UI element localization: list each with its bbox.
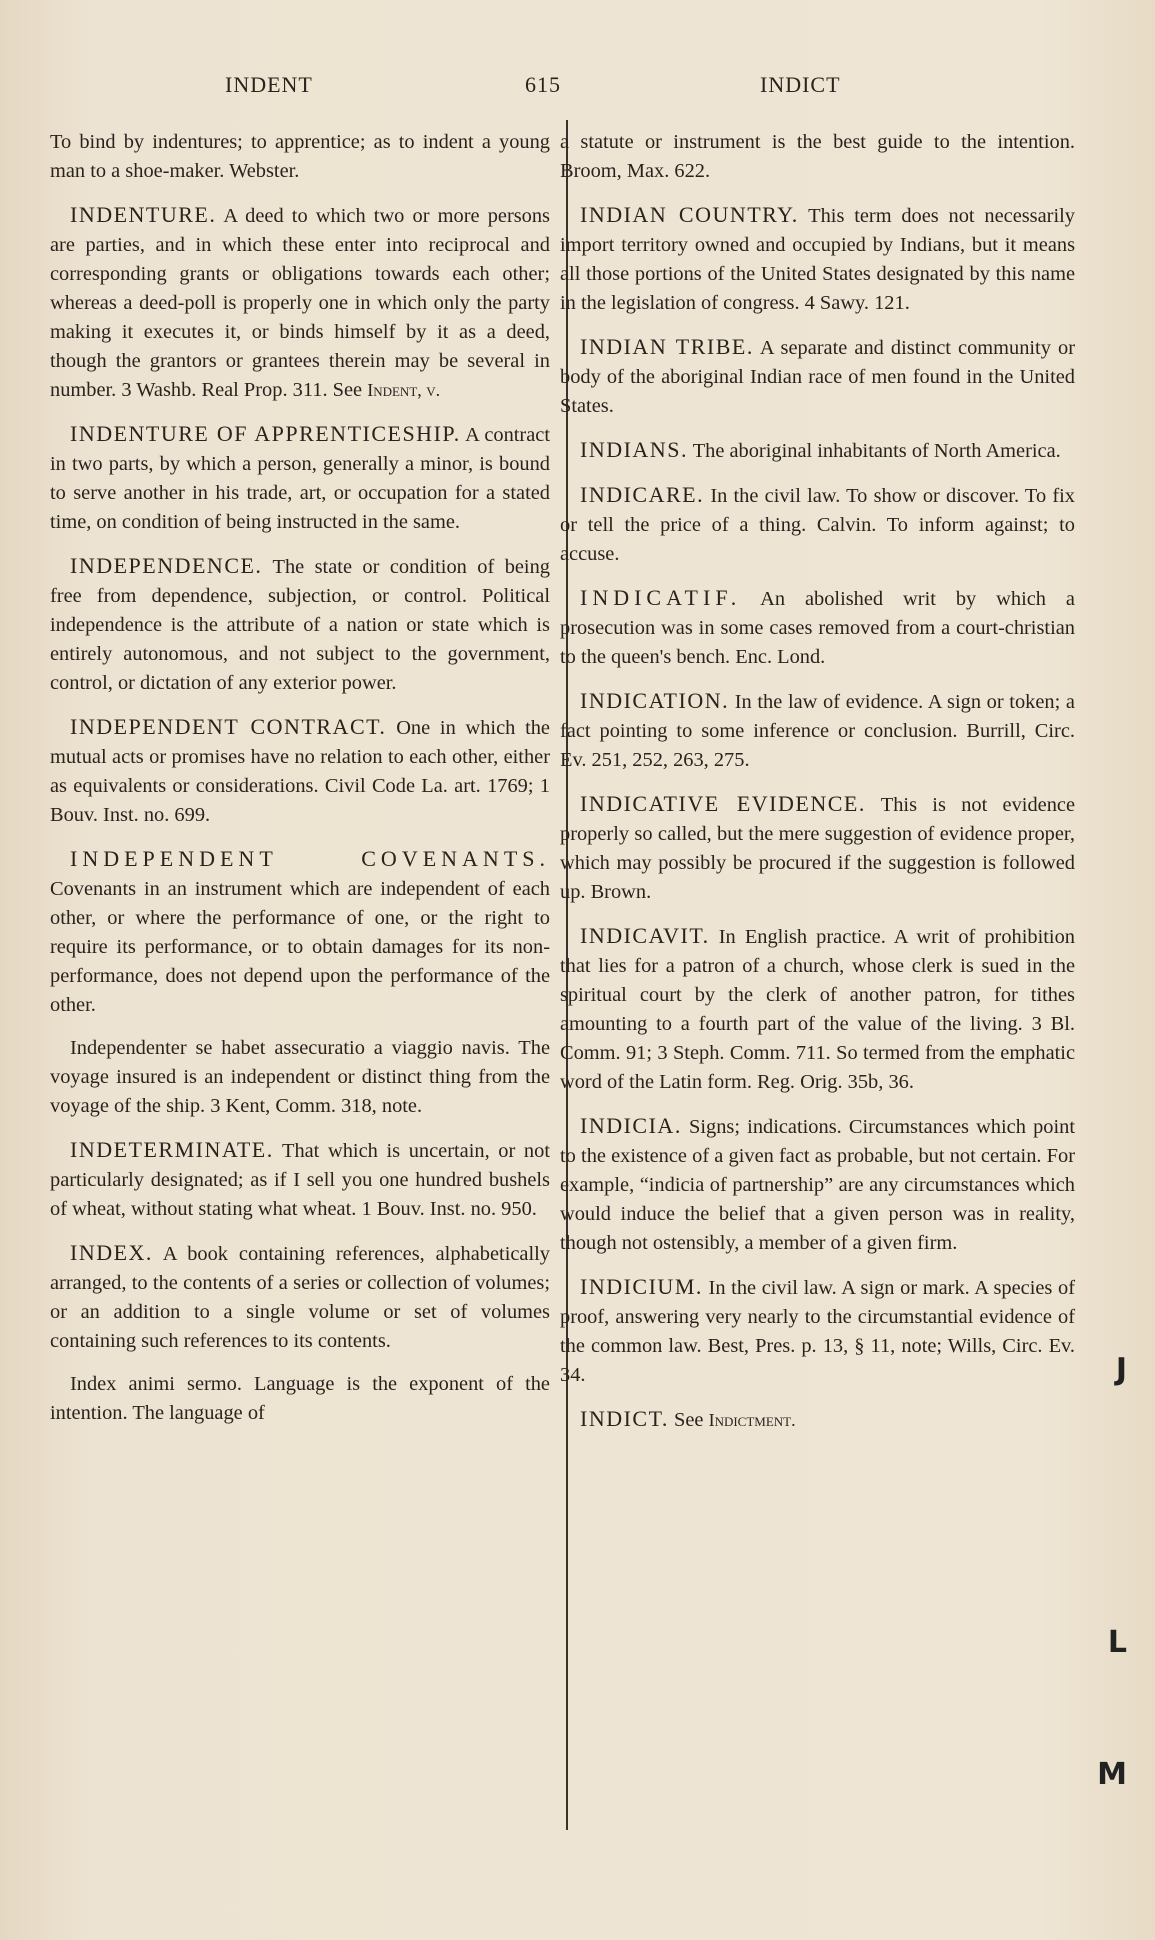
- right-guide-word: INDICT: [760, 72, 841, 97]
- entry-indenture: [50, 200, 550, 405]
- entry-indicium: [560, 1272, 1075, 1390]
- entry-indian-country: [560, 200, 1075, 318]
- entry-term: INDICATIVE EVIDENCE.: [580, 791, 866, 816]
- entry-text: This term does not necessarily import territory owned and occupied by Indians, but it means all those portions of the United States designated by this name in the legislation of congress. 4 Sawy. 121.: [560, 205, 1075, 314]
- entry-term: INDIAN COUNTRY.: [580, 202, 799, 227]
- left-column: [50, 128, 550, 1442]
- entry-term: INDIANS.: [580, 437, 688, 462]
- right-column: [560, 128, 1075, 1449]
- entry-term: INDENTURE.: [70, 202, 217, 227]
- entry-term: INDICAVIT.: [580, 923, 710, 948]
- entry-text: See: [674, 1409, 709, 1431]
- page-header: [0, 72, 1155, 108]
- entry-term: INDEPENDENT CONTRACT.: [70, 714, 387, 739]
- entry-term: INDICIA.: [580, 1113, 682, 1138]
- entry-term: INDIAN TRIBE.: [580, 334, 754, 359]
- entry-text: An abolished writ by which a prosecution was in some cases removed from a court-christian to the queen's bench. Enc. Lond.: [560, 588, 1075, 668]
- cross-reference: Indictment.: [708, 1410, 796, 1430]
- entry-indicatif: [560, 583, 1075, 672]
- entry-term: INDICATIF.: [580, 585, 742, 610]
- entry-text: A book containing references, alphabetically arranged, to the contents of a series or collection of volumes; or an addition to a single volume or set of volumes containing such references to its contents.: [50, 1243, 550, 1352]
- entry-text: This is not evidence properly so called, but the mere suggestion of evidence proper, which may possibly be procured if the suggestion is followed up. Brown.: [560, 794, 1076, 903]
- cross-reference: Indent, v.: [367, 380, 441, 400]
- entry-indicare: [560, 480, 1075, 569]
- entry-independence: [50, 551, 550, 698]
- entry-indicavit: [560, 921, 1075, 1097]
- entry-term: INDEPENDENT COVENANTS.: [70, 846, 550, 871]
- entry-text: One in which the mutual acts or promises have no relation to each other, either as equivalents or considerations. Civil Code La. art. 1769; 1 Bouv. Inst. no. 699.: [50, 717, 550, 826]
- entry-text: In the civil law. To show or discover. To fix or tell the price of a thing. Calvin. To inform against; to accuse.: [560, 485, 1075, 565]
- entry-text: In English practice. A writ of prohibition that lies for a patron of a church, whose clerk is sued in the spiritual court by the clerk of another patron, for tithes amounting to a fourth part of the value of the living. 3 Bl. Comm. 91; 3 Steph. Comm. 711. So termed from the emphatic word of the Latin form. Reg. Orig. 35b, 36.: [560, 926, 1075, 1093]
- entry-indication: [560, 686, 1075, 775]
- entry-index-animi-continuation: a statute or instrument is the best guide to the intention. Broom, Max. 622.: [560, 131, 1075, 182]
- entry-index: [50, 1238, 550, 1356]
- entry-text: A deed to which two or more persons are parties, and in which these enter into reciprocal and corresponding grants or obligations towards each other; whereas a deed-poll is properly one in which only the party making it executes it, or binds himself by it as a deed, though the grantors or grantees therein may be several in number. 3 Washb. Real Prop. 311. See: [50, 205, 550, 401]
- entry-term: INDICT.: [580, 1406, 669, 1431]
- entry-term: INDICIUM.: [580, 1274, 703, 1299]
- entry-term: INDICARE.: [580, 482, 705, 507]
- thumb-tab-j: J: [1115, 1352, 1127, 1387]
- entry-term: INDENTURE OF APPRENTICESHIP.: [70, 421, 461, 446]
- thumb-tab-l: L: [1107, 1625, 1127, 1660]
- entry-indent-continuation: To bind by indentures; to apprentice; as to indent a young man to a shoe-maker. Webster.: [50, 131, 550, 182]
- entry-text: Index animi sermo. Language is the exponent of the intention. The language of: [50, 1373, 550, 1424]
- entry-indicia: [560, 1111, 1075, 1258]
- entry-term: INDETERMINATE.: [70, 1137, 274, 1162]
- entry-indians: [560, 435, 1075, 466]
- entry-text: That which is uncertain, or not particularly designated; as if I sell you one hundred bushels of wheat, without stating what wheat. 1 Bouv. Inst. no. 950.: [50, 1140, 550, 1220]
- entry-text: Signs; indications. Circumstances which point to the existence of a given fact as probable, but not certain. For example, “indicia of partnership” are any circumstances which would induce the belief that a given person was in reality, though not ostensibly, a member of a given firm.: [560, 1116, 1075, 1254]
- entry-independent-covenants: [50, 844, 550, 1020]
- entry-text: In the law of evidence. A sign or token; a fact pointing to some inference or conclusion. Burrill, Circ. Ev. 251, 252, 263, 275.: [560, 691, 1075, 771]
- entry-text: Independenter se habet assecuratio a viaggio navis. The voyage insured is an independent or distinct thing from the voyage of the ship. 3 Kent, Comm. 318, note.: [50, 1037, 550, 1117]
- entry-text: The state or condition of being free from dependence, subjection, or control. Political independence is the attribute of a nation or state which is entirely autonomous, and not subject to the government, control, or dictation of any exterior power.: [50, 556, 550, 694]
- entry-text: The aboriginal inhabitants of North America.: [692, 440, 1061, 462]
- entry-independenter-maxim: [50, 1034, 550, 1121]
- page-number: 615: [525, 72, 561, 97]
- entry-text: Covenants in an instrument which are independent of each other, or where the performance of one, or the right to require its performance, or to obtain damages for its non-performance, does not depend upon the performance of the other.: [50, 878, 550, 1016]
- entry-indenture-of-apprenticeship: [50, 419, 550, 537]
- entry-indeterminate: [50, 1135, 550, 1224]
- entry-independent-contract: [50, 712, 550, 830]
- left-guide-word: INDENT: [225, 72, 313, 97]
- entry-text: A contract in two parts, by which a person, generally a minor, is bound to serve another in his trade, art, or occupation for a stated time, on condition of being instructed in the same.: [50, 424, 550, 533]
- entry-term: INDEX.: [70, 1240, 153, 1265]
- entry-indicative-evidence: [560, 789, 1075, 907]
- entry-indian-tribe: [560, 332, 1075, 421]
- entry-term: INDEPENDENCE.: [70, 553, 263, 578]
- thumb-tab-m: M: [1097, 1757, 1127, 1792]
- entry-term: INDICATION.: [580, 688, 730, 713]
- entry-text: A separate and distinct community or body of the aboriginal Indian race of men found in the United States.: [560, 337, 1075, 417]
- entry-indict: [560, 1404, 1075, 1435]
- entry-text: In the civil law. A sign or mark. A species of proof, answering very nearly to the circumstantial evidence of the common law. Best, Pres. p. 13, § 11, note; Wills, Circ. Ev. 34.: [560, 1277, 1075, 1386]
- entry-index-animi-sermo: [50, 1370, 550, 1428]
